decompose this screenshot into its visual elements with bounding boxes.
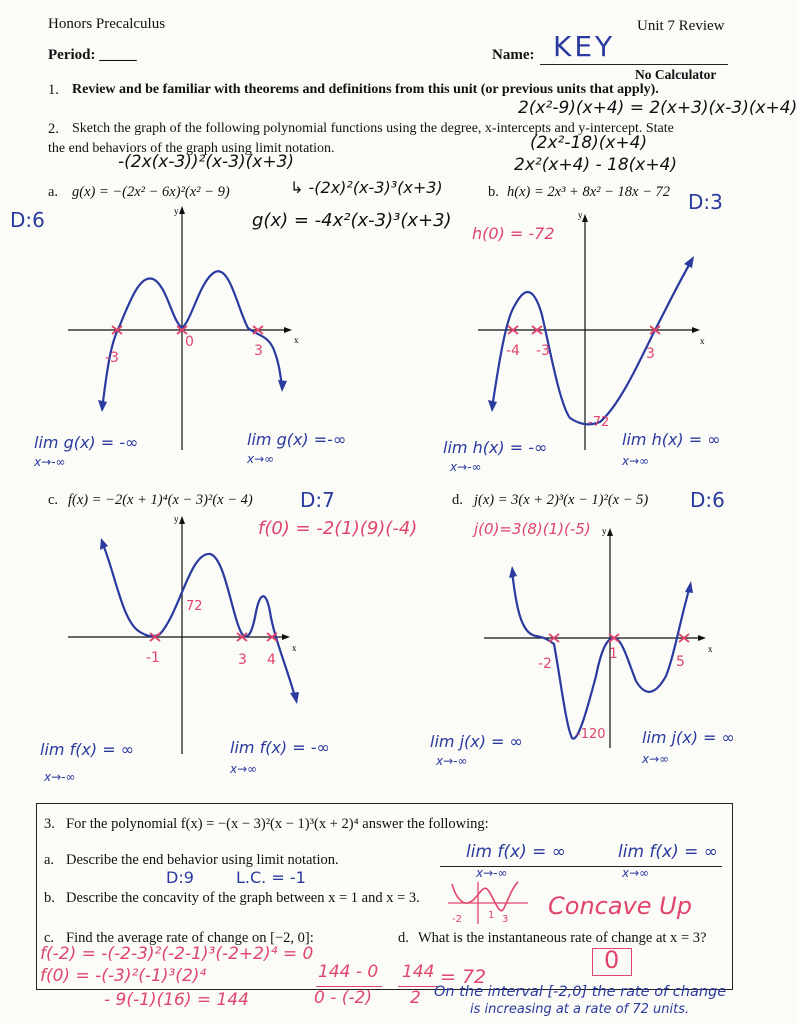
name-underline: [540, 64, 728, 65]
period-label: Period: _____: [48, 47, 137, 63]
part-c-yint: f(0) = -2(1)(9)(-4): [258, 518, 418, 539]
svg-text:x: x: [292, 643, 297, 653]
svg-text:-72: -72: [588, 415, 610, 430]
graph-d: [476, 526, 726, 756]
q3c-interp-2: is increasing at a rate of 72 units.: [470, 1002, 690, 1017]
q3-text: For the polynomial f(x) = −(x − 3)²(x − 1)³(x + 2)⁴ answer the following:: [66, 816, 489, 832]
q3a-ans1-sub: x→-∞: [476, 866, 508, 880]
part-d-lim-right: lim j(x) = ∞: [642, 728, 735, 747]
part-a-lim-right-sub: x→∞: [247, 452, 275, 466]
svg-text:72: 72: [186, 599, 203, 614]
svg-text:-4: -4: [506, 343, 520, 359]
q3c-frac2-den: 2: [410, 988, 421, 1008]
part-c-degree: D:7: [300, 488, 335, 512]
q2-text-line1: Sketch the graph of the following polynomial functions using the degree, x-intercepts and y-intercept. State: [72, 121, 674, 136]
svg-text:3: 3: [238, 652, 247, 668]
q3a-answer-line: [440, 866, 722, 867]
svg-text:y: y: [174, 206, 179, 216]
part-c-lim-right: lim f(x) = -∞: [230, 738, 330, 757]
part-d-yint: j(0)=3(8)(1)(-5): [474, 520, 591, 538]
part-a-simplified: g(x) = -4x²(x-3)³(x+3): [252, 210, 452, 231]
part-a-lim-left-sub: x→-∞: [34, 455, 66, 469]
q2-text-line2: the end behaviors of the graph using limit notation.: [48, 141, 335, 156]
part-a-label: a.: [48, 184, 59, 200]
no-calculator: No Calculator: [635, 67, 717, 82]
q3a-ans1: lim f(x) = ∞: [466, 842, 566, 862]
q3c-label: c.: [44, 930, 55, 946]
part-d-lim-left-sub: x→-∞: [436, 754, 468, 768]
part-b-label: b.: [488, 184, 499, 200]
q3c-result: = 72: [440, 966, 487, 988]
work-left-1: -(2x(x-3))²(x-3)(x+3): [118, 152, 295, 172]
q3-number: 3.: [44, 816, 55, 832]
name-value: KEY: [553, 30, 616, 63]
svg-text:x: x: [294, 335, 299, 345]
part-d-degree: D:6: [690, 488, 725, 512]
svg-text:-3: -3: [105, 350, 119, 366]
q3b-label: b.: [44, 890, 55, 906]
svg-text:1: 1: [609, 646, 618, 662]
part-c-func: f(x) = −2(x + 1)⁴(x − 3)²(x − 4): [68, 492, 253, 508]
part-b-lim-right: lim h(x) = ∞: [622, 430, 721, 449]
graph-a: [60, 200, 310, 460]
graph-c: [60, 512, 310, 762]
svg-text:x: x: [708, 644, 713, 654]
unit-title: Unit 7 Review: [637, 18, 725, 34]
q3b-answer: Concave Up: [548, 892, 692, 920]
svg-text:y: y: [602, 526, 607, 536]
part-c-lim-left-sub: x→-∞: [44, 770, 76, 784]
svg-text:3: 3: [646, 346, 655, 362]
svg-text:x: x: [700, 336, 705, 346]
part-a-lim-right: lim g(x) =-∞: [247, 430, 347, 449]
name-label: Name:: [492, 47, 535, 63]
part-b-lim-left: lim h(x) = -∞: [443, 438, 548, 457]
q3a-ans2-sub: x→∞: [622, 866, 650, 880]
q3d-answer: 0: [604, 946, 620, 974]
part-b-func: h(x) = 2x³ + 8x² − 18x − 72: [507, 184, 670, 200]
work-right-2: (2x²-18)(x+4): [530, 133, 648, 153]
part-d-func: j(x) = 3(x + 2)³(x − 1)²(x − 5): [474, 492, 649, 508]
svg-text:3: 3: [254, 343, 263, 359]
work-right-3: 2x²(x+4) - 18(x+4): [514, 155, 678, 175]
svg-text:0: 0: [185, 334, 194, 350]
q3b-text: Describe the concavity of the graph between x = 1 and x = 3.: [66, 890, 420, 906]
q1-number: 1.: [48, 82, 59, 98]
q3c-frac2-bar: [398, 986, 438, 987]
part-b-yint: h(0) = -72: [472, 224, 555, 243]
q3c-text: Find the average rate of change on [−2, 0]:: [66, 930, 314, 946]
q3a-label: a.: [44, 852, 55, 868]
q3a-lc: L.C. = -1: [236, 868, 306, 887]
part-c-label: c.: [48, 492, 59, 508]
q2-number: 2.: [48, 121, 59, 137]
part-a-degree: D:6: [10, 208, 45, 232]
part-b-lim-left-sub: x→-∞: [450, 460, 482, 474]
q3a-degree: D:9: [166, 868, 194, 887]
work-left-2: ↳ -(2x)²(x-3)³(x+3): [290, 178, 443, 197]
part-a-lim-left: lim g(x) = -∞: [34, 433, 139, 452]
q1-text: Review and be familiar with theorems and definitions from this unit (or previous units that apply).: [72, 82, 659, 97]
part-c-lim-right-sub: x→∞: [230, 762, 258, 776]
svg-text:-2: -2: [538, 656, 552, 672]
q3c-frac2-num: 144: [402, 962, 435, 982]
q3c-frac-num: 144 - 0: [318, 962, 379, 982]
q3a-ans2: lim f(x) = ∞: [618, 842, 718, 862]
part-d-lim-right-sub: x→∞: [642, 752, 670, 766]
svg-text:-3: -3: [536, 343, 550, 359]
course-title: Honors Precalculus: [48, 16, 166, 32]
q3c-frac-den: 0 - (-2): [314, 988, 372, 1008]
work-right-1: 2(x²-9)(x+4) = 2(x+3)(x-3)(x+4): [518, 98, 797, 118]
part-a-func: g(x) = −(2x² − 6x)²(x² − 9): [72, 184, 230, 200]
q3b-sketch: [448, 878, 528, 928]
svg-text:5: 5: [676, 654, 685, 670]
svg-text:y: y: [578, 210, 583, 220]
svg-text:4: 4: [267, 652, 276, 668]
part-d-label: d.: [452, 492, 463, 508]
svg-text:3: 3: [502, 914, 509, 925]
q3c-work-1: f(-2) = -(-2-3)²(-2-1)³(-2+2)⁴ = 0: [40, 944, 314, 964]
svg-text:y: y: [174, 514, 179, 524]
q3c-interp-1: On the interval [-2,0] the rate of change: [434, 984, 727, 1000]
q3d-label: d.: [398, 930, 409, 946]
q3d-text: What is the instantaneous rate of change at x = 3?: [418, 930, 707, 946]
graph-b: [470, 210, 720, 460]
svg-text:1: 1: [488, 910, 495, 921]
part-b-degree: D:3: [688, 190, 723, 214]
q3a-text: Describe the end behavior using limit notation.: [66, 852, 339, 868]
part-c-lim-left: lim f(x) = ∞: [40, 740, 135, 759]
q3c-frac-bar: [316, 986, 382, 987]
svg-text:-1: -1: [146, 650, 160, 666]
part-b-lim-right-sub: x→∞: [622, 454, 650, 468]
q3c-work-2: f(0) = -(-3)²(-1)³(2)⁴: [40, 966, 207, 986]
part-d-lim-left: lim j(x) = ∞: [430, 732, 523, 751]
q3c-work-3: - 9(-1)(16) = 144: [104, 990, 249, 1010]
svg-text:-2: -2: [452, 914, 462, 925]
svg-text:-120: -120: [576, 727, 606, 742]
